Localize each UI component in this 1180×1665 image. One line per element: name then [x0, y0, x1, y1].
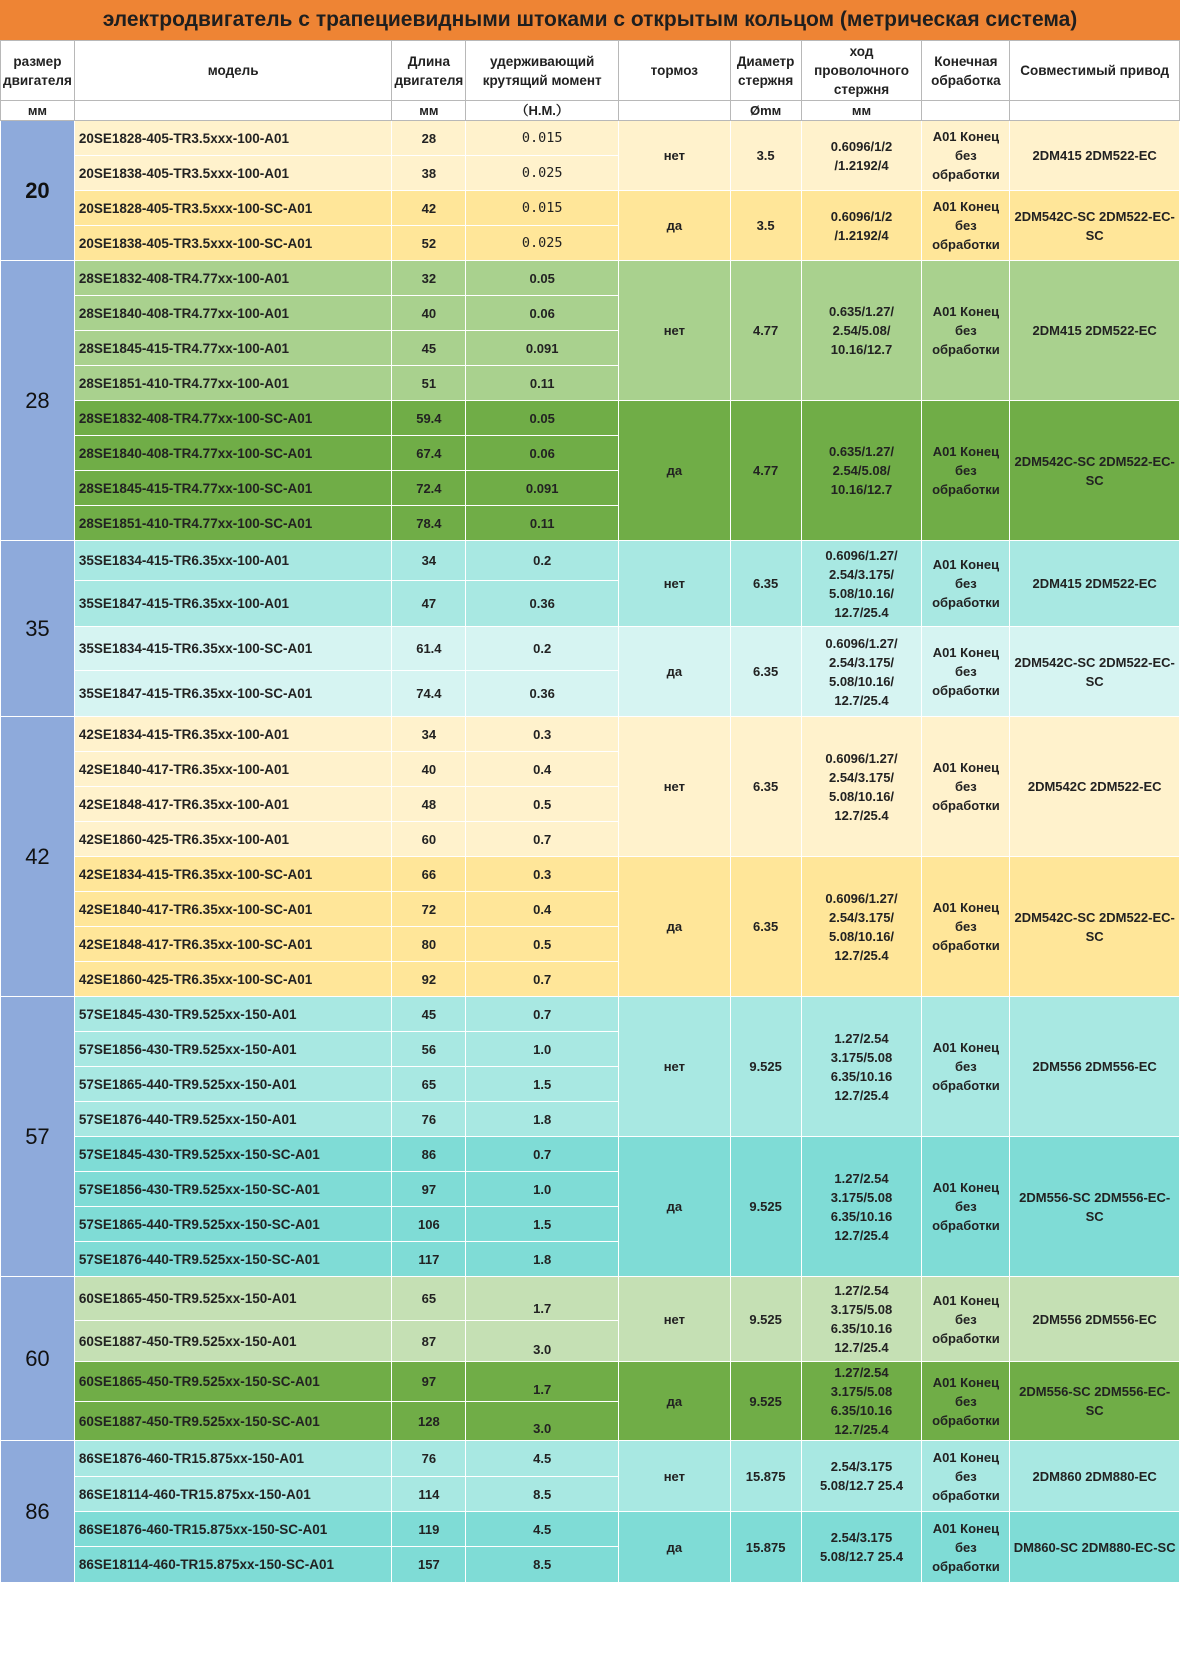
model-cell: 28SE1845-415-TR4.77xx-100-SC-A01: [74, 471, 392, 506]
torque-cell: 0.05: [466, 401, 619, 436]
torque-cell: 1.5: [466, 1207, 619, 1242]
col-header-size: размер двигателя: [1, 41, 75, 101]
rod-diameter-cell: 15.875: [730, 1441, 801, 1512]
length-cell: 76: [392, 1102, 466, 1137]
motor-spec-table: [0, 40, 1180, 1583]
length-cell: 47: [392, 581, 466, 627]
torque-cell: 0.7: [466, 997, 619, 1032]
torque-cell: 1.8: [466, 1102, 619, 1137]
end-treatment-cell: A01 Конец без обработки: [922, 997, 1010, 1137]
col-header-length: Длина двигателя: [392, 41, 466, 101]
torque-cell: 1.7: [466, 1277, 619, 1321]
length-cell: 72.4: [392, 471, 466, 506]
brake-cell: да: [619, 627, 731, 717]
end-treatment-cell: A01 Конец без обработки: [922, 717, 1010, 857]
rod-diameter-cell: 15.875: [730, 1512, 801, 1583]
unit-model: [74, 101, 392, 121]
motor-size-cell: 86: [1, 1441, 75, 1583]
length-cell: 61.4: [392, 627, 466, 671]
model-cell: 28SE1851-410-TR4.77xx-100-A01: [74, 366, 392, 401]
table-row: [1, 401, 1180, 436]
lead-cell: 0.635/1.27/ 2.54/5.08/ 10.16/12.7: [801, 401, 922, 541]
col-header-model: модель: [74, 41, 392, 101]
header-row: [1, 41, 1180, 101]
table-row: [1, 997, 1180, 1032]
motor-size-cell: 35: [1, 541, 75, 717]
length-cell: 32: [392, 261, 466, 296]
unit-brake: [619, 101, 731, 121]
table-row: [1, 1362, 1180, 1402]
model-cell: 42SE1848-417-TR6.35xx-100-A01: [74, 787, 392, 822]
torque-cell: 0.3: [466, 717, 619, 752]
lead-cell: 2.54/3.175 5.08/12.7 25.4: [801, 1512, 922, 1583]
brake-cell: нет: [619, 997, 731, 1137]
rod-diameter-cell: 9.525: [730, 1137, 801, 1277]
length-cell: 48: [392, 787, 466, 822]
col-header-driver: Совместимый привод: [1010, 41, 1180, 101]
table-row: [1, 121, 1180, 156]
torque-cell: 0.4: [466, 752, 619, 787]
col-header-rod-diameter: Диаметр стержня: [730, 41, 801, 101]
lead-cell: 0.635/1.27/ 2.54/5.08/ 10.16/12.7: [801, 261, 922, 401]
model-cell: 57SE1856-430-TR9.525xx-150-A01: [74, 1032, 392, 1067]
col-header-end: Конечная обработка: [922, 41, 1010, 101]
torque-cell: 1.0: [466, 1032, 619, 1067]
torque-cell: 0.091: [466, 331, 619, 366]
length-cell: 114: [392, 1477, 466, 1512]
model-cell: 20SE1828-405-TR3.5xxx-100-SC-A01: [74, 191, 392, 226]
brake-cell: нет: [619, 1441, 731, 1512]
rod-diameter-cell: 4.77: [730, 401, 801, 541]
motor-size-cell: 60: [1, 1277, 75, 1441]
driver-cell: 2DM415 2DM522-EC: [1010, 541, 1180, 627]
torque-cell: 0.7: [466, 822, 619, 857]
rod-diameter-cell: 4.77: [730, 261, 801, 401]
table-row: [1, 717, 1180, 752]
length-cell: 65: [392, 1067, 466, 1102]
torque-cell: 0.2: [466, 541, 619, 581]
torque-cell: 0.5: [466, 927, 619, 962]
model-cell: 57SE1865-440-TR9.525xx-150-SC-A01: [74, 1207, 392, 1242]
model-cell: 60SE1887-450-TR9.525xx-150-SC-A01: [74, 1402, 392, 1441]
model-cell: 86SE1876-460-TR15.875xx-150-A01: [74, 1441, 392, 1477]
end-treatment-cell: A01 Конец без обработки: [922, 1512, 1010, 1583]
model-cell: 35SE1834-415-TR6.35xx-100-SC-A01: [74, 627, 392, 671]
torque-cell: 0.5: [466, 787, 619, 822]
end-treatment-cell: A01 Конец без обработки: [922, 121, 1010, 191]
torque-cell: 0.36: [466, 581, 619, 627]
brake-cell: да: [619, 857, 731, 997]
end-treatment-cell: A01 Конец без обработки: [922, 1277, 1010, 1362]
table-row: [1, 857, 1180, 892]
length-cell: 74.4: [392, 671, 466, 717]
unit-length: мм: [392, 101, 466, 121]
table-row: [1, 261, 1180, 296]
unit-driver: [1010, 101, 1180, 121]
end-treatment-cell: A01 Конец без обработки: [922, 1441, 1010, 1512]
torque-cell: 0.7: [466, 962, 619, 997]
lead-cell: 1.27/2.54 3.175/5.08 6.35/10.16 12.7/25.4: [801, 1277, 922, 1362]
unit-row: [1, 101, 1180, 121]
length-cell: 56: [392, 1032, 466, 1067]
rod-diameter-cell: 3.5: [730, 121, 801, 191]
model-cell: 42SE1860-425-TR6.35xx-100-SC-A01: [74, 962, 392, 997]
model-cell: 42SE1840-417-TR6.35xx-100-SC-A01: [74, 892, 392, 927]
torque-cell: 0.4: [466, 892, 619, 927]
model-cell: 28SE1845-415-TR4.77xx-100-A01: [74, 331, 392, 366]
model-cell: 35SE1847-415-TR6.35xx-100-A01: [74, 581, 392, 627]
brake-cell: нет: [619, 717, 731, 857]
length-cell: 28: [392, 121, 466, 156]
end-treatment-cell: A01 Конец без обработки: [922, 1362, 1010, 1441]
torque-cell: 8.5: [466, 1547, 619, 1583]
brake-cell: да: [619, 1137, 731, 1277]
length-cell: 45: [392, 997, 466, 1032]
driver-cell: 2DM415 2DM522-EC: [1010, 121, 1180, 191]
end-treatment-cell: A01 Конец без обработки: [922, 261, 1010, 401]
rod-diameter-cell: 6.35: [730, 541, 801, 627]
length-cell: 76: [392, 1441, 466, 1477]
torque-cell: 0.2: [466, 627, 619, 671]
table-row: [1, 1441, 1180, 1477]
driver-cell: 2DM542C-SC 2DM522-EC-SC: [1010, 857, 1180, 997]
model-cell: 20SE1828-405-TR3.5xxx-100-A01: [74, 121, 392, 156]
driver-cell: 2DM542C-SC 2DM522-EC-SC: [1010, 627, 1180, 717]
torque-cell: 1.7: [466, 1362, 619, 1402]
length-cell: 119: [392, 1512, 466, 1547]
model-cell: 57SE1845-430-TR9.525xx-150-SC-A01: [74, 1137, 392, 1172]
lead-cell: 0.6096/1/2 /1.2192/4: [801, 191, 922, 261]
length-cell: 128: [392, 1402, 466, 1441]
driver-cell: 2DM542C-SC 2DM522-EC-SC: [1010, 401, 1180, 541]
model-cell: 60SE1865-450-TR9.525xx-150-A01: [74, 1277, 392, 1321]
torque-cell: 0.015: [466, 121, 619, 156]
rod-diameter-cell: 6.35: [730, 717, 801, 857]
driver-cell: 2DM415 2DM522-EC: [1010, 261, 1180, 401]
rod-diameter-cell: 9.525: [730, 1362, 801, 1441]
length-cell: 65: [392, 1277, 466, 1321]
lead-cell: 0.6096/1.27/ 2.54/3.175/ 5.08/10.16/ 12.7/25.4: [801, 627, 922, 717]
table-row: [1, 191, 1180, 226]
motor-size-cell: 57: [1, 997, 75, 1277]
torque-cell: 1.5: [466, 1067, 619, 1102]
torque-cell: 0.06: [466, 436, 619, 471]
rod-diameter-cell: 6.35: [730, 627, 801, 717]
brake-cell: нет: [619, 261, 731, 401]
model-cell: 86SE18114-460-TR15.875xx-150-A01: [74, 1477, 392, 1512]
table-row: [1, 627, 1180, 671]
driver-cell: 2DM860 2DM880-EC: [1010, 1441, 1180, 1512]
length-cell: 34: [392, 541, 466, 581]
model-cell: 28SE1832-408-TR4.77xx-100-A01: [74, 261, 392, 296]
length-cell: 78.4: [392, 506, 466, 541]
torque-cell: 3.0: [466, 1321, 619, 1362]
length-cell: 60: [392, 822, 466, 857]
table-row: [1, 541, 1180, 581]
model-cell: 57SE1845-430-TR9.525xx-150-A01: [74, 997, 392, 1032]
rod-diameter-cell: 9.525: [730, 997, 801, 1137]
brake-cell: нет: [619, 121, 731, 191]
model-cell: 57SE1876-440-TR9.525xx-150-SC-A01: [74, 1242, 392, 1277]
lead-cell: 1.27/2.54 3.175/5.08 6.35/10.16 12.7/25.4: [801, 1137, 922, 1277]
model-cell: 28SE1832-408-TR4.77xx-100-SC-A01: [74, 401, 392, 436]
torque-cell: 4.5: [466, 1441, 619, 1477]
lead-cell: 1.27/2.54 3.175/5.08 6.35/10.16 12.7/25.4: [801, 1362, 922, 1441]
length-cell: 72: [392, 892, 466, 927]
length-cell: 92: [392, 962, 466, 997]
lead-cell: 0.6096/1.27/ 2.54/3.175/ 5.08/10.16/ 12.7/25.4: [801, 857, 922, 997]
model-cell: 35SE1834-415-TR6.35xx-100-A01: [74, 541, 392, 581]
model-cell: 35SE1847-415-TR6.35xx-100-SC-A01: [74, 671, 392, 717]
length-cell: 87: [392, 1321, 466, 1362]
model-cell: 57SE1856-430-TR9.525xx-150-SC-A01: [74, 1172, 392, 1207]
lead-cell: 0.6096/1.27/ 2.54/3.175/ 5.08/10.16/ 12.7/25.4: [801, 541, 922, 627]
col-header-torque: удерживающий крутящий момент: [466, 41, 619, 101]
length-cell: 38: [392, 156, 466, 191]
driver-cell: 2DM556-SC 2DM556-EC-SC: [1010, 1362, 1180, 1441]
torque-cell: 4.5: [466, 1512, 619, 1547]
end-treatment-cell: A01 Конец без обработки: [922, 1137, 1010, 1277]
motor-size-cell: 28: [1, 261, 75, 541]
page-title: электродвигатель с трапециевидными штоками с открытым кольцом (метрическая система): [0, 0, 1180, 40]
torque-cell: 0.11: [466, 366, 619, 401]
end-treatment-cell: A01 Конец без обработки: [922, 541, 1010, 627]
table-row: [1, 1512, 1180, 1547]
end-treatment-cell: A01 Конец без обработки: [922, 401, 1010, 541]
length-cell: 86: [392, 1137, 466, 1172]
length-cell: 80: [392, 927, 466, 962]
model-cell: 86SE18114-460-TR15.875xx-150-SC-A01: [74, 1547, 392, 1583]
rod-diameter-cell: 3.5: [730, 191, 801, 261]
length-cell: 97: [392, 1362, 466, 1402]
end-treatment-cell: A01 Конец без обработки: [922, 627, 1010, 717]
model-cell: 42SE1840-417-TR6.35xx-100-A01: [74, 752, 392, 787]
length-cell: 67.4: [392, 436, 466, 471]
end-treatment-cell: A01 Конец без обработки: [922, 191, 1010, 261]
driver-cell: DM860-SC 2DM880-EC-SC: [1010, 1512, 1180, 1583]
model-cell: 28SE1851-410-TR4.77xx-100-SC-A01: [74, 506, 392, 541]
model-cell: 60SE1865-450-TR9.525xx-150-SC-A01: [74, 1362, 392, 1402]
col-header-brake: тормоз: [619, 41, 731, 101]
length-cell: 40: [392, 752, 466, 787]
brake-cell: да: [619, 1362, 731, 1441]
length-cell: 117: [392, 1242, 466, 1277]
torque-cell: 0.025: [466, 226, 619, 261]
unit-torque: （Н.М.）: [466, 101, 619, 121]
torque-cell: 0.06: [466, 296, 619, 331]
length-cell: 42: [392, 191, 466, 226]
length-cell: 40: [392, 296, 466, 331]
brake-cell: нет: [619, 541, 731, 627]
length-cell: 59.4: [392, 401, 466, 436]
model-cell: 42SE1834-415-TR6.35xx-100-SC-A01: [74, 857, 392, 892]
length-cell: 34: [392, 717, 466, 752]
brake-cell: нет: [619, 1277, 731, 1362]
table-row: [1, 1137, 1180, 1172]
length-cell: 51: [392, 366, 466, 401]
unit-end: [922, 101, 1010, 121]
model-cell: 20SE1838-405-TR3.5xxx-100-A01: [74, 156, 392, 191]
model-cell: 42SE1860-425-TR6.35xx-100-A01: [74, 822, 392, 857]
model-cell: 60SE1887-450-TR9.525xx-150-A01: [74, 1321, 392, 1362]
model-cell: 57SE1865-440-TR9.525xx-150-A01: [74, 1067, 392, 1102]
unit-rod-diameter: Ømм: [730, 101, 801, 121]
model-cell: 20SE1838-405-TR3.5xxx-100-SC-A01: [74, 226, 392, 261]
length-cell: 66: [392, 857, 466, 892]
torque-cell: 1.8: [466, 1242, 619, 1277]
motor-size-cell: 42: [1, 717, 75, 997]
model-cell: 28SE1840-408-TR4.77xx-100-A01: [74, 296, 392, 331]
brake-cell: да: [619, 1512, 731, 1583]
length-cell: 97: [392, 1172, 466, 1207]
torque-cell: 0.7: [466, 1137, 619, 1172]
table-row: [1, 1277, 1180, 1321]
brake-cell: да: [619, 401, 731, 541]
driver-cell: 2DM556-SC 2DM556-EC-SC: [1010, 1137, 1180, 1277]
length-cell: 52: [392, 226, 466, 261]
torque-cell: 8.5: [466, 1477, 619, 1512]
length-cell: 106: [392, 1207, 466, 1242]
torque-cell: 0.05: [466, 261, 619, 296]
model-cell: 28SE1840-408-TR4.77xx-100-SC-A01: [74, 436, 392, 471]
unit-lead: мм: [801, 101, 922, 121]
model-cell: 86SE1876-460-TR15.875xx-150-SC-A01: [74, 1512, 392, 1547]
end-treatment-cell: A01 Конец без обработки: [922, 857, 1010, 997]
rod-diameter-cell: 9.525: [730, 1277, 801, 1362]
lead-cell: 2.54/3.175 5.08/12.7 25.4: [801, 1441, 922, 1512]
driver-cell: 2DM556 2DM556-EC: [1010, 1277, 1180, 1362]
torque-cell: 0.3: [466, 857, 619, 892]
torque-cell: 1.0: [466, 1172, 619, 1207]
rod-diameter-cell: 6.35: [730, 857, 801, 997]
model-cell: 42SE1834-415-TR6.35xx-100-A01: [74, 717, 392, 752]
motor-size-cell: 20: [1, 121, 75, 261]
torque-cell: 0.025: [466, 156, 619, 191]
lead-cell: 0.6096/1.27/ 2.54/3.175/ 5.08/10.16/ 12.7/25.4: [801, 717, 922, 857]
col-header-lead: ход проволочного стержня: [801, 41, 922, 101]
length-cell: 157: [392, 1547, 466, 1583]
torque-cell: 0.015: [466, 191, 619, 226]
unit-size: мм: [1, 101, 75, 121]
driver-cell: 2DM556 2DM556-EC: [1010, 997, 1180, 1137]
torque-cell: 0.11: [466, 506, 619, 541]
model-cell: 42SE1848-417-TR6.35xx-100-SC-A01: [74, 927, 392, 962]
model-cell: 57SE1876-440-TR9.525xx-150-A01: [74, 1102, 392, 1137]
torque-cell: 0.36: [466, 671, 619, 717]
lead-cell: 1.27/2.54 3.175/5.08 6.35/10.16 12.7/25.4: [801, 997, 922, 1137]
torque-cell: 0.091: [466, 471, 619, 506]
driver-cell: 2DM542C 2DM522-EC: [1010, 717, 1180, 857]
driver-cell: 2DM542C-SC 2DM522-EC-SC: [1010, 191, 1180, 261]
length-cell: 45: [392, 331, 466, 366]
torque-cell: 3.0: [466, 1402, 619, 1441]
lead-cell: 0.6096/1/2 /1.2192/4: [801, 121, 922, 191]
brake-cell: да: [619, 191, 731, 261]
